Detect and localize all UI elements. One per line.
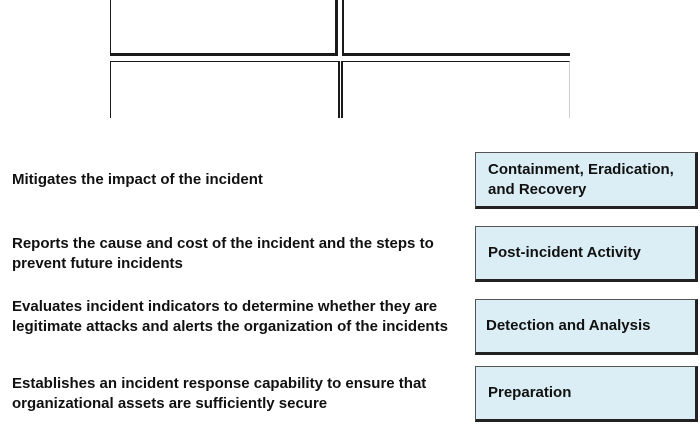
- description-reports: Reports the cause and cost of the incident and the steps to prevent future incidents: [12, 235, 434, 272]
- description-mitigates: Mitigates the impact of the incident: [12, 171, 263, 188]
- drop-zone-4[interactable]: [341, 61, 570, 118]
- drop-zone-1[interactable]: [110, 0, 338, 56]
- drop-zone-2[interactable]: [342, 0, 570, 56]
- answer-card-preparation[interactable]: [475, 366, 698, 422]
- description-establishes: Establishes an incident response capability to ensure that organizational assets are sufficiently secure: [12, 375, 427, 412]
- answer-card-label: Containment, Eradication, and Recovery: [488, 160, 674, 198]
- drop-zone-3[interactable]: [110, 61, 340, 118]
- answer-card-label: Post-incident Activity: [488, 244, 641, 261]
- answer-card-containment[interactable]: [475, 152, 698, 209]
- description-evaluates: Evaluates incident indicators to determine whether they are legitimate attacks and alerts the organization of the incidents: [12, 298, 448, 335]
- answer-card-detection[interactable]: [475, 299, 698, 355]
- drop-target-grid: [110, 0, 570, 118]
- answer-card-post-incident[interactable]: [475, 226, 698, 282]
- answer-card-label: Detection and Analysis: [486, 317, 651, 334]
- answer-card-label: Preparation: [488, 384, 572, 401]
